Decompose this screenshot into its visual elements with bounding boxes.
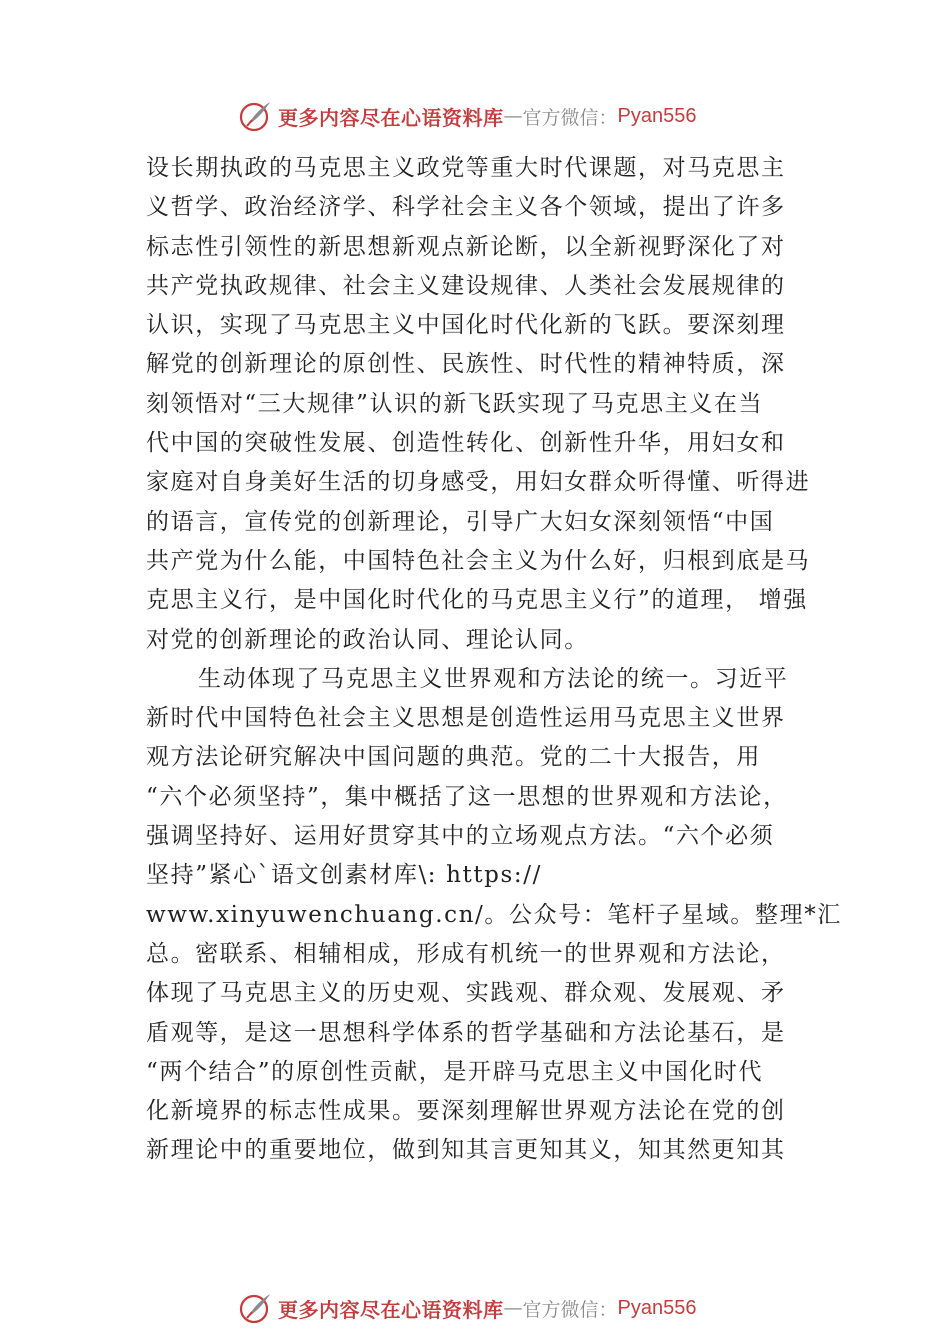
text-line: www.xinyuwenchuang.cn/。公众号：笔杆子星域。整理*汇 <box>146 901 842 928</box>
text-line: 共产党为什么能，中国特色社会主义为什么好，归根到底是马 <box>146 547 811 574</box>
text-line: 总。密联系、相辅相成，形成有机统一的世界观和方法论， <box>146 940 786 967</box>
text-line: 化新境界的标志性成果。要深刻理解世界观方法论在党的创 <box>146 1098 786 1125</box>
banner-title: 更多内容尽在心语资料库 <box>278 105 504 130</box>
paragraph-first-line: 生动体现了马克思主义世界观和方法论的统一。习近平 <box>198 665 789 692</box>
text-line: 共产党执政规律、社会主义建设规律、人类社会发展规律的 <box>146 272 786 299</box>
text-line: 刻领悟对“三大规律”认识的新飞跃实现了马克思主义在当 <box>146 390 764 417</box>
banner-wechat-id: Pyan556 <box>617 1296 697 1319</box>
document-body <box>146 149 842 1171</box>
text-line: 的语言，宣传党的创新理论，引导广大妇女深刻领悟“中国 <box>146 508 775 535</box>
text-line: 观方法论研究解决中国问题的典范。党的二十大报告，用 <box>146 744 761 771</box>
text-line: 标志性引领性的新思想新观点新论断，以全新视野深化了对 <box>146 233 786 260</box>
text-line: 强调坚持好、运用好贯穿其中的立场观点方法。“六个必须 <box>146 823 775 850</box>
footer-banner <box>238 1288 738 1328</box>
banner-wechat-label: 官方微信： <box>522 1298 618 1321</box>
text-line: 体现了马克思主义的历史观、实践观、群众观、发展观、矛 <box>146 980 786 1007</box>
banner-wechat-label: 官方微信： <box>522 106 618 129</box>
banner-title: 更多内容尽在心语资料库 <box>278 1297 504 1322</box>
text-line: 解党的创新理论的原创性、民族性、时代性的精神特质，深 <box>146 351 786 378</box>
text-line: 新理论中的重要地位，做到知其言更知其义，知其然更知其 <box>146 1137 786 1164</box>
text-line: 盾观等，是这一思想科学体系的哲学基础和方法论基石，是 <box>146 1019 786 1046</box>
text-line: 义哲学、政治经济学、科学社会主义各个领域，提出了许多 <box>146 194 786 221</box>
text-line: 家庭对自身美好生活的切身感受，用妇女群众听得懂、听得进 <box>146 469 811 496</box>
text-line: 认识，实现了马克思主义中国化时代化新的飞跃。要深刻理 <box>146 312 786 339</box>
text-line: 克思主义行，是中国化时代化的马克思主义行”的道理， 增强 <box>146 587 808 614</box>
text-line: “两个结合”的原创性贡献，是开辟马克思主义中国化时代 <box>146 1058 764 1085</box>
text-line: 代中国的突破性发展、创造性转化、创新性升华，用妇女和 <box>146 430 786 457</box>
quill-logo-icon <box>238 1290 274 1326</box>
header-banner <box>238 96 738 136</box>
text-line: 新时代中国特色社会主义思想是创造性运用马克思主义世界 <box>146 705 786 732</box>
text-line: 设长期执政的马克思主义政党等重大时代课题，对马克思主 <box>146 155 786 181</box>
banner-dash: — <box>503 1297 523 1319</box>
text-line: “六个必须坚持”，集中概括了这一思想的世界观和方法论， <box>146 783 788 810</box>
banner-dash: — <box>503 105 523 127</box>
text-line: 对党的创新理论的政治认同、理论认同。 <box>146 626 589 653</box>
quill-logo-icon <box>238 98 274 134</box>
banner-wechat-id: Pyan556 <box>617 104 697 127</box>
text-line: 坚持”紧心`语文创素材库\: https:// <box>146 862 542 889</box>
